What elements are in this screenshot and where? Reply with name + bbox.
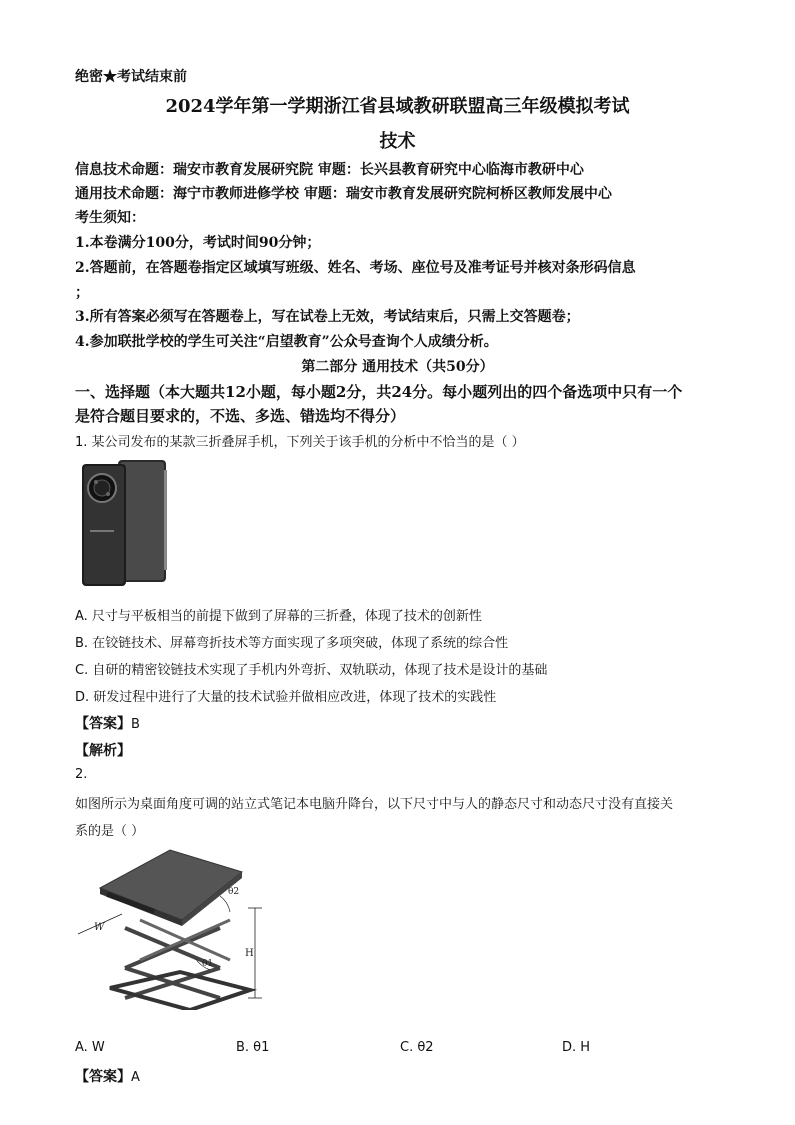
q1-answer bbox=[75, 713, 140, 733]
credit-info-tech: 信息技术命题：瑞安市教育发展研究院 审题：长兴县教育研究中心临海市教研中心 bbox=[75, 162, 584, 178]
q2-answer-label: 【答案】 bbox=[75, 1069, 131, 1085]
q1-stem: 1. 某公司发布的某款三折叠屏手机，下列关于该手机的分析中不恰当的是（ ） bbox=[75, 435, 525, 450]
notice-item-4: 4.参加联批学校的学生可关注“启望教育”公众号查询个人成绩分析。 bbox=[75, 334, 498, 350]
part2-title: 第二部分 通用技术（共50分） bbox=[301, 359, 494, 375]
q2-stem-2: 系的是（ ） bbox=[75, 824, 145, 839]
q2-answer-value: A bbox=[131, 1070, 140, 1085]
notice-heading: 考生须知： bbox=[75, 210, 145, 226]
figure-label-theta1: θ1 bbox=[202, 959, 214, 969]
notice-item-3: 3.所有答案必须写在答题卷上，写在试卷上无效，考试结束后，只需上交答题卷； bbox=[75, 309, 580, 325]
credit-general-tech: 通用技术命题：海宁市教师进修学校 审题：瑞安市教育发展研究院柯桥区教师发展中心 bbox=[75, 186, 612, 202]
subject-title: 技术 bbox=[379, 131, 416, 152]
notice-item-2: 2.答题前，在答题卷指定区域填写班级、姓名、考场、座位号及准考证号并核对条形码信息 bbox=[75, 260, 636, 276]
q1-option-c: C. 自研的精密铰链技术实现了手机内外弯折、双轨联动，体现了技术是设计的基础 bbox=[75, 663, 548, 678]
notice-item-2-cont: ； bbox=[75, 285, 89, 301]
laptop-stand-figure bbox=[70, 848, 270, 1010]
exam-title: 2024学年第一学期浙江省县域教研联盟高三年级模拟考试 bbox=[165, 96, 630, 117]
q1-analysis-label: 【解析】 bbox=[75, 743, 131, 759]
q2-stem-1: 如图所示为桌面角度可调的站立式笔记本电脑升降台，以下尺寸中与人的静态尺寸和动态尺寸没有直接关 bbox=[75, 797, 674, 812]
q1-answer-value: B bbox=[131, 717, 140, 732]
q2-option-a: A. W bbox=[75, 1040, 105, 1055]
q2-number: 2. bbox=[75, 767, 88, 782]
folding-phone-image bbox=[80, 458, 172, 588]
q2-option-c: C. θ2 bbox=[400, 1040, 434, 1055]
secret-label: 绝密★考试结束前 bbox=[75, 69, 187, 85]
section-instructions-2: 是符合题目要求的，不选、多选、错选均不得分） bbox=[75, 407, 406, 425]
q2-option-d: D. H bbox=[562, 1040, 591, 1055]
q1-option-b: B. 在铰链技术、屏幕弯折技术等方面实现了多项突破，体现了系统的综合性 bbox=[75, 636, 509, 651]
q1-answer-label: 【答案】 bbox=[75, 716, 131, 732]
q2-answer bbox=[75, 1066, 140, 1086]
q2-option-b: B. θ1 bbox=[236, 1040, 270, 1055]
section-instructions-1: 一、选择题（本大题共12小题，每小题2分，共24分。每小题列出的四个备选项中只有一个 bbox=[75, 383, 683, 401]
notice-item-1: 1.本卷满分100分，考试时间90分钟； bbox=[75, 235, 321, 251]
figure-label-w: W bbox=[94, 922, 105, 933]
q1-option-a: A. 尺寸与平板相当的前提下做到了屏幕的三折叠，体现了技术的创新性 bbox=[75, 609, 482, 624]
figure-label-h: H bbox=[245, 948, 254, 959]
q1-option-d: D. 研发过程中进行了大量的技术试验并做相应改进，体现了技术的实践性 bbox=[75, 690, 497, 705]
figure-label-theta2: θ2 bbox=[228, 887, 240, 897]
